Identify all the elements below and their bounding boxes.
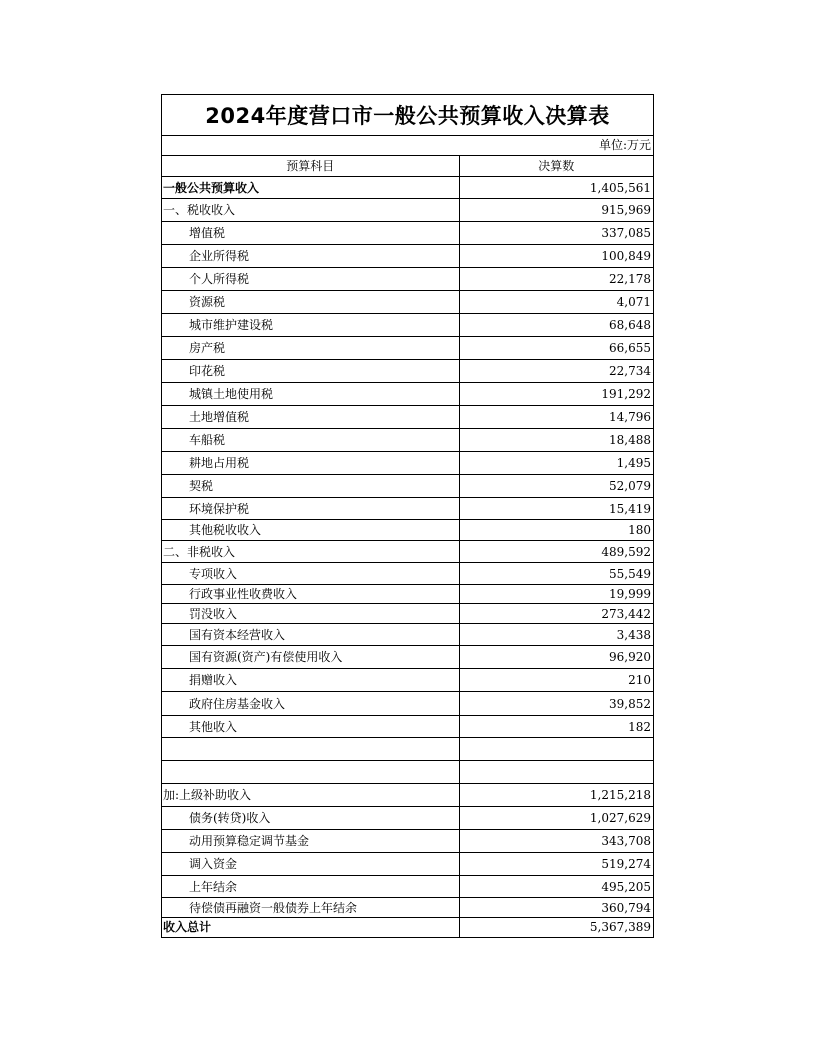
row-item-label: 一、税收收入 bbox=[162, 199, 459, 222]
row-item-label: 增值税 bbox=[162, 222, 459, 245]
row-amount: 55,549 bbox=[459, 563, 653, 585]
header-final-amount: 决算数 bbox=[459, 156, 653, 177]
row-item-label: 一般公共预算收入 bbox=[162, 177, 459, 199]
table-row bbox=[162, 918, 653, 937]
table-title: 2024年度营口市一般公共预算收入决算表 bbox=[162, 95, 653, 136]
row-amount: 273,442 bbox=[459, 604, 653, 624]
row-item-label: 动用预算稳定调节基金 bbox=[162, 830, 459, 853]
table-row bbox=[162, 669, 653, 692]
row-amount: 519,274 bbox=[459, 853, 653, 876]
row-item-label: 其他收入 bbox=[162, 716, 459, 738]
table-row bbox=[162, 360, 653, 383]
row-item-label bbox=[162, 738, 459, 761]
table-row bbox=[162, 784, 653, 807]
row-item-label: 专项收入 bbox=[162, 563, 459, 585]
row-amount: 52,079 bbox=[459, 475, 653, 498]
table-row bbox=[162, 624, 653, 646]
table-row bbox=[162, 541, 653, 563]
row-amount: 495,205 bbox=[459, 876, 653, 898]
row-item-label: 债务(转贷)收入 bbox=[162, 807, 459, 830]
table-row bbox=[162, 716, 653, 738]
row-amount: 5,367,389 bbox=[589, 920, 651, 935]
table-row bbox=[162, 406, 653, 429]
row-amount: 3,438 bbox=[459, 624, 653, 646]
table-row bbox=[162, 383, 653, 406]
row-amount: 337,085 bbox=[459, 222, 653, 245]
table-row bbox=[162, 692, 653, 716]
table-body bbox=[162, 177, 653, 937]
row-item-label: 调入资金 bbox=[162, 853, 459, 876]
table-row bbox=[162, 563, 653, 585]
table-row bbox=[162, 738, 653, 761]
row-amount: 22,178 bbox=[459, 268, 653, 291]
row-amount: 182 bbox=[459, 716, 653, 738]
row-item-label: 政府住房基金收入 bbox=[162, 692, 459, 716]
row-amount: 68,648 bbox=[459, 314, 653, 337]
row-item-label: 耕地占用税 bbox=[162, 452, 459, 475]
row-amount: 1,215,218 bbox=[459, 784, 653, 807]
row-amount: 1,405,561 bbox=[459, 177, 653, 199]
table-row bbox=[162, 898, 653, 918]
table-row bbox=[162, 268, 653, 291]
row-item-label: 车船税 bbox=[162, 429, 459, 452]
table-row bbox=[162, 177, 653, 199]
row-amount: 210 bbox=[459, 669, 653, 692]
row-item-label: 加:上级补助收入 bbox=[162, 784, 459, 807]
row-item-label: 城镇土地使用税 bbox=[162, 383, 459, 406]
table-header-row bbox=[162, 156, 653, 177]
row-item-label: 房产税 bbox=[162, 337, 459, 360]
table-row bbox=[162, 876, 653, 898]
row-item-label: 资源税 bbox=[162, 291, 459, 314]
row-item-label: 待偿债再融资一般债券上年结余 bbox=[162, 898, 459, 918]
row-item-label: 收入总计 bbox=[162, 918, 459, 937]
row-amount: 22,734 bbox=[459, 360, 653, 383]
row-amount: 66,655 bbox=[459, 337, 653, 360]
row-item-label: 环境保护税 bbox=[162, 498, 459, 520]
row-amount: 1,495 bbox=[459, 452, 653, 475]
table-row bbox=[162, 222, 653, 245]
row-amount: 915,969 bbox=[459, 199, 653, 222]
table-row bbox=[162, 585, 653, 604]
row-amount: 39,852 bbox=[459, 692, 653, 716]
table-row bbox=[162, 452, 653, 475]
row-item-label: 行政事业性收费收入 bbox=[162, 585, 459, 604]
row-amount: 96,920 bbox=[459, 646, 653, 669]
table-row bbox=[162, 646, 653, 669]
header-budget-item: 预算科目 bbox=[162, 156, 459, 177]
table-row bbox=[162, 291, 653, 314]
table-row bbox=[162, 199, 653, 222]
row-item-label: 捐赠收入 bbox=[162, 669, 459, 692]
table-row bbox=[162, 429, 653, 452]
row-amount: 19,999 bbox=[459, 585, 653, 604]
row-item-label bbox=[162, 761, 459, 784]
table-row bbox=[162, 498, 653, 520]
row-item-label: 印花税 bbox=[162, 360, 459, 383]
row-item-label: 二、非税收入 bbox=[162, 541, 459, 563]
row-item-label: 国有资源(资产)有偿使用收入 bbox=[162, 646, 459, 669]
row-item-label: 个人所得税 bbox=[162, 268, 459, 291]
budget-table bbox=[162, 156, 653, 937]
row-amount bbox=[459, 738, 653, 761]
row-amount: 4,071 bbox=[459, 291, 653, 314]
row-amount: 1,027,629 bbox=[459, 807, 653, 830]
row-item-label: 契税 bbox=[162, 475, 459, 498]
row-amount: 360,794 bbox=[459, 898, 653, 918]
table-row bbox=[162, 245, 653, 268]
table-row bbox=[162, 830, 653, 853]
budget-table-frame bbox=[161, 94, 654, 938]
row-item-label: 土地增值税 bbox=[162, 406, 459, 429]
table-row bbox=[162, 604, 653, 624]
row-item-label: 其他税收收入 bbox=[162, 520, 459, 541]
row-amount: 100,849 bbox=[459, 245, 653, 268]
table-row bbox=[162, 761, 653, 784]
row-item-label: 城市维护建设税 bbox=[162, 314, 459, 337]
row-item-label: 罚没收入 bbox=[162, 604, 459, 624]
row-amount: 18,488 bbox=[459, 429, 653, 452]
table-row bbox=[162, 314, 653, 337]
row-amount: 343,708 bbox=[459, 830, 653, 853]
row-item-label: 国有资本经营收入 bbox=[162, 624, 459, 646]
row-item-label: 企业所得税 bbox=[162, 245, 459, 268]
row-item-label: 上年结余 bbox=[162, 876, 459, 898]
table-row bbox=[162, 520, 653, 541]
row-amount: 180 bbox=[459, 520, 653, 541]
table-row bbox=[162, 807, 653, 830]
row-amount: 191,292 bbox=[459, 383, 653, 406]
row-amount: 14,796 bbox=[459, 406, 653, 429]
table-row bbox=[162, 853, 653, 876]
row-amount bbox=[459, 761, 653, 784]
row-amount: 15,419 bbox=[459, 498, 653, 520]
unit-label: 单位:万元 bbox=[162, 136, 653, 156]
row-amount: 489,592 bbox=[459, 541, 653, 563]
table-row bbox=[162, 475, 653, 498]
table-row bbox=[162, 337, 653, 360]
